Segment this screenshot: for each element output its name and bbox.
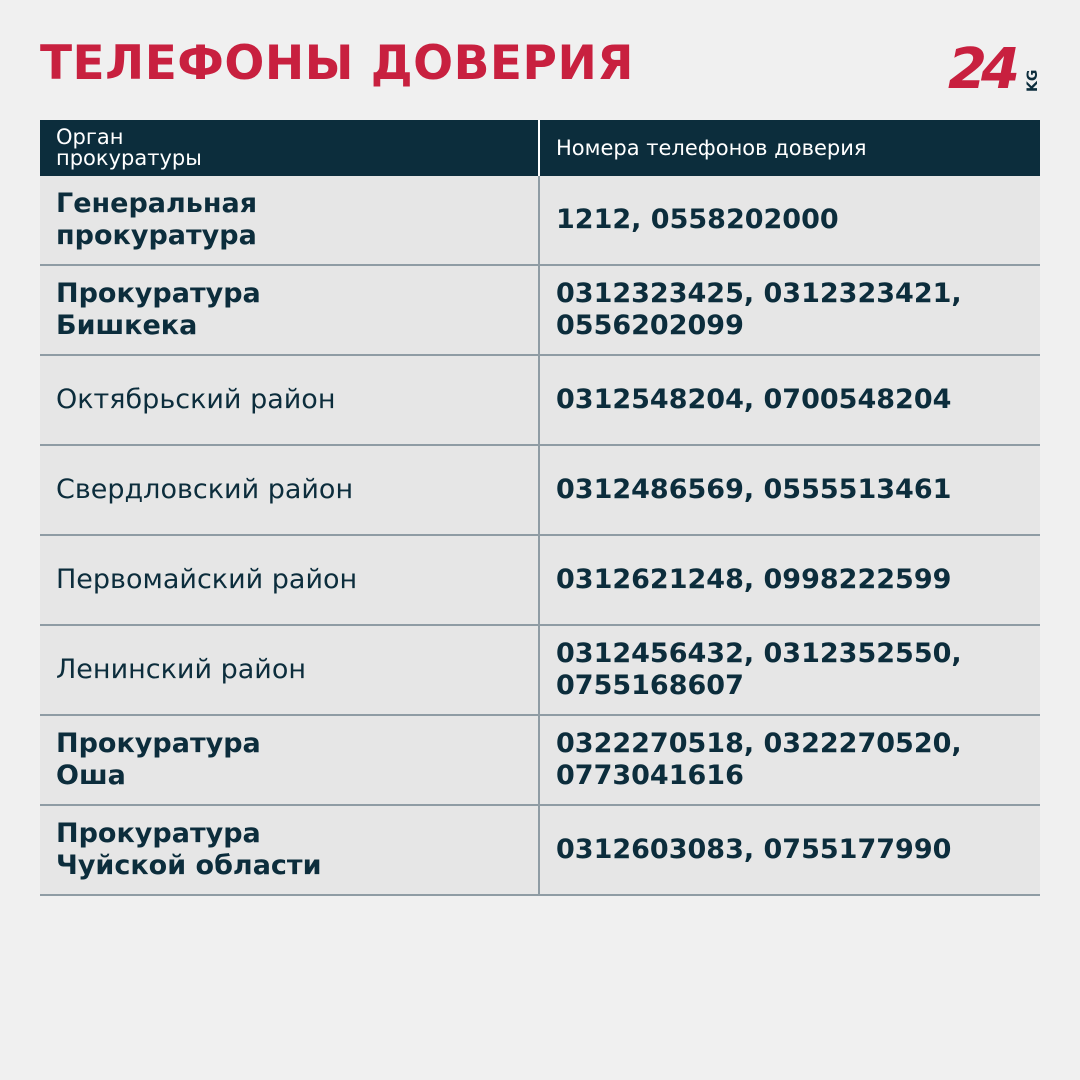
phones-cell: 1212, 0558202000 <box>556 204 839 235</box>
phones-cell: 0312548204, 0700548204 <box>556 384 952 415</box>
svg-text:KG: KG <box>1025 69 1041 92</box>
header-phones: Номера телефонов доверия <box>556 135 867 160</box>
table-header <box>40 120 1040 176</box>
organ-cell: Прокуратура Чуйской области <box>40 806 540 894</box>
table-body <box>40 176 1040 896</box>
table-row <box>40 626 1040 716</box>
page-title: ТЕЛЕФОНЫ ДОВЕРИЯ <box>40 36 634 91</box>
table-row <box>40 536 1040 626</box>
brand-logo-24kg <box>948 38 1044 94</box>
phones-cell: 0322270518, 0322270520, 0773041616 <box>556 728 962 791</box>
organ-cell: Генеральная прокуратура <box>40 176 540 264</box>
hotline-table <box>40 120 1040 896</box>
organ-cell: Прокуратура Оша <box>40 716 540 804</box>
organ-cell: Октябрьский район <box>40 356 540 444</box>
table-row <box>40 356 1040 446</box>
phones-cell: 0312486569, 0555513461 <box>556 474 952 505</box>
phones-cell: 0312323425, 0312323421, 0556202099 <box>556 278 962 341</box>
table-row <box>40 716 1040 806</box>
phones-cell: 0312456432, 0312352550, 0755168607 <box>556 638 962 701</box>
table-row <box>40 176 1040 266</box>
organ-cell: Ленинский район <box>40 626 540 714</box>
organ-cell: Прокуратура Бишкека <box>40 266 540 354</box>
table-row <box>40 446 1040 536</box>
table-row <box>40 266 1040 356</box>
organ-cell: Первомайский район <box>40 536 540 624</box>
organ-cell: Свердловский район <box>40 446 540 534</box>
phones-cell: 0312603083, 0755177990 <box>556 834 952 865</box>
svg-text:24: 24 <box>948 38 1014 94</box>
table-row <box>40 806 1040 896</box>
header-organ: Орган прокуратуры <box>40 120 540 176</box>
phones-cell: 0312621248, 0998222599 <box>556 564 952 595</box>
